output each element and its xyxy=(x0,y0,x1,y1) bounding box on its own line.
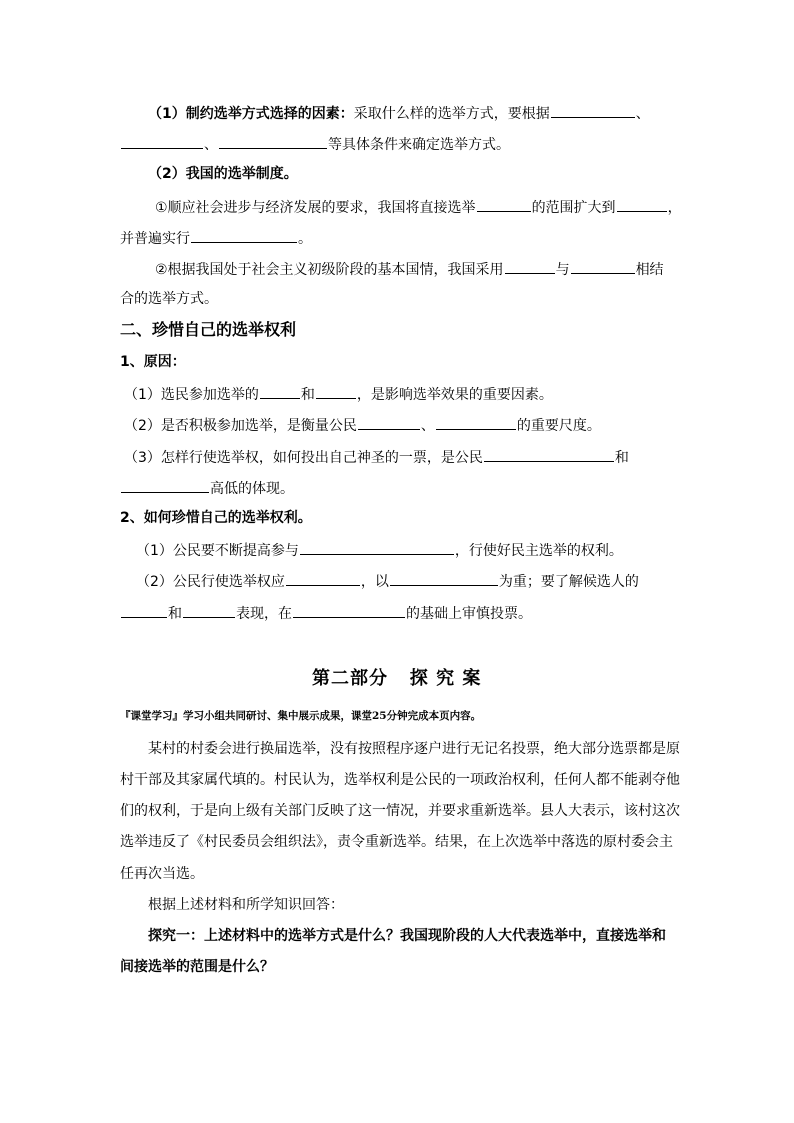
blank-field[interactable] xyxy=(286,570,360,586)
material-line-3: 们的权利，于是向上级有关部门反映了这一情况，并要求重新选举。县人大表示，该村这次 xyxy=(120,803,680,819)
blank-field[interactable] xyxy=(121,477,209,493)
item-text: ①顺应社会进步与经济发展的要求，我国将直接选举 xyxy=(155,200,476,216)
blank-field[interactable] xyxy=(484,446,614,462)
item-text: 、 xyxy=(420,418,435,434)
blank-field[interactable] xyxy=(505,258,555,274)
item-text: ， xyxy=(667,200,682,216)
item-text: 的重要尺度。 xyxy=(516,418,601,434)
blank-field[interactable] xyxy=(191,227,297,243)
item-text: （2）公民行使选举权应 xyxy=(136,574,285,590)
blank-field[interactable] xyxy=(571,258,635,274)
blank-field[interactable] xyxy=(436,414,516,430)
section-heading: 二、珍惜自己的选举权利 xyxy=(120,320,297,339)
item-text: 的范围扩大到 xyxy=(531,200,616,216)
item-text: 和 xyxy=(300,387,315,403)
material-line-1: 某村的村委会进行换届选举，没有按照程序逐户进行无记名投票，绝大部分选票都是原 xyxy=(148,741,680,757)
blank-field[interactable] xyxy=(293,602,405,618)
item-text: 表现，在 xyxy=(236,606,292,622)
how-2b xyxy=(120,602,532,622)
separator: 、 xyxy=(204,137,218,153)
item-text: 并普遍实行 xyxy=(120,231,190,247)
how-1 xyxy=(136,539,623,559)
factors-label: （1）制约选举方式选择的因素： xyxy=(148,106,354,122)
blank-field[interactable] xyxy=(316,383,356,399)
how-2 xyxy=(136,570,639,590)
item-text: 高低的体现。 xyxy=(210,481,294,497)
blank-field[interactable] xyxy=(300,539,454,555)
blank-field[interactable] xyxy=(358,414,420,430)
how-heading: 2、如何珍惜自己的选举权利。 xyxy=(120,510,312,526)
blank-field[interactable] xyxy=(390,570,498,586)
factors-line xyxy=(148,102,650,122)
blank-field[interactable] xyxy=(617,196,667,212)
blank-field[interactable] xyxy=(121,133,203,149)
reasons-heading: 1、原因： xyxy=(120,354,186,370)
reason-3b xyxy=(120,477,294,497)
factors-line-2 xyxy=(120,133,510,153)
material-line-5: 任再次当选。 xyxy=(120,866,204,882)
item-text: ，是影响选举效果的重要因素。 xyxy=(356,387,553,403)
classroom-note: 『课堂学习』学习小组共同研讨、集中展示成果，课堂25分钟完成本页内容。 xyxy=(120,710,482,722)
part-title: 第二部分 探 究 案 xyxy=(312,668,482,689)
reason-2 xyxy=(124,414,601,434)
item-text: （3）怎样行使选举权，如何投出自己神圣的一票，是公民 xyxy=(124,450,483,466)
system-item-2 xyxy=(155,258,664,278)
question-1-line-2: 间接选举的范围是什么？ xyxy=(120,959,274,975)
blank-field[interactable] xyxy=(121,602,167,618)
item-text: （1）公民要不断提高参与 xyxy=(136,543,299,559)
blank-field[interactable] xyxy=(183,602,235,618)
item-text: 为重；要了解候选人的 xyxy=(498,574,639,590)
item-text: （1）选民参加选举的 xyxy=(124,387,259,403)
item-text: ②根据我国处于社会主义初级阶段的基本国情，我国采用 xyxy=(155,262,504,278)
item-text: （2）是否积极参加选举，是衡量公民 xyxy=(124,418,357,434)
item-text: ，以 xyxy=(360,574,389,590)
reason-3 xyxy=(124,446,629,466)
blank-field[interactable] xyxy=(219,133,327,149)
item-text: 与 xyxy=(555,262,570,278)
system-item-1 xyxy=(155,196,682,216)
item-text: 和 xyxy=(168,606,182,622)
blank-field[interactable] xyxy=(260,383,300,399)
item-text: 相结 xyxy=(635,262,664,278)
reason-1 xyxy=(124,383,553,403)
system-item-1b xyxy=(120,227,312,247)
item-text: 的基础上审慎投票。 xyxy=(406,606,532,622)
blank-field[interactable] xyxy=(477,196,531,212)
factors-text: 采取什么样的选举方式，要根据 xyxy=(353,106,550,122)
system-item-2b: 合的选举方式。 xyxy=(120,291,218,307)
item-text: ，行使好民主选举的权利。 xyxy=(454,543,623,559)
material-line-4: 选举违反了《村民委员会组织法》，责令重新选举。结果，在上次选举中落选的原村委会主 xyxy=(120,834,673,850)
item-text: 和 xyxy=(614,450,629,466)
material-line-2: 村干部及其家属代填的。村民认为，选举权利是公民的一项政治权利，任何人都不能剥夺他 xyxy=(120,772,680,788)
answer-prompt: 根据上述材料和所学知识回答： xyxy=(148,897,344,913)
blank-field[interactable] xyxy=(551,102,635,118)
factors-text-end: 等具体条件来确定选举方式。 xyxy=(328,137,510,153)
separator: 、 xyxy=(635,106,650,122)
item-text: 。 xyxy=(298,231,312,247)
question-1-line-1: 探究一：上述材料中的选举方式是什么？我国现阶段的人大代表选举中，直接选举和 xyxy=(148,928,666,944)
system-heading: （2）我国的选举制度。 xyxy=(148,166,298,182)
